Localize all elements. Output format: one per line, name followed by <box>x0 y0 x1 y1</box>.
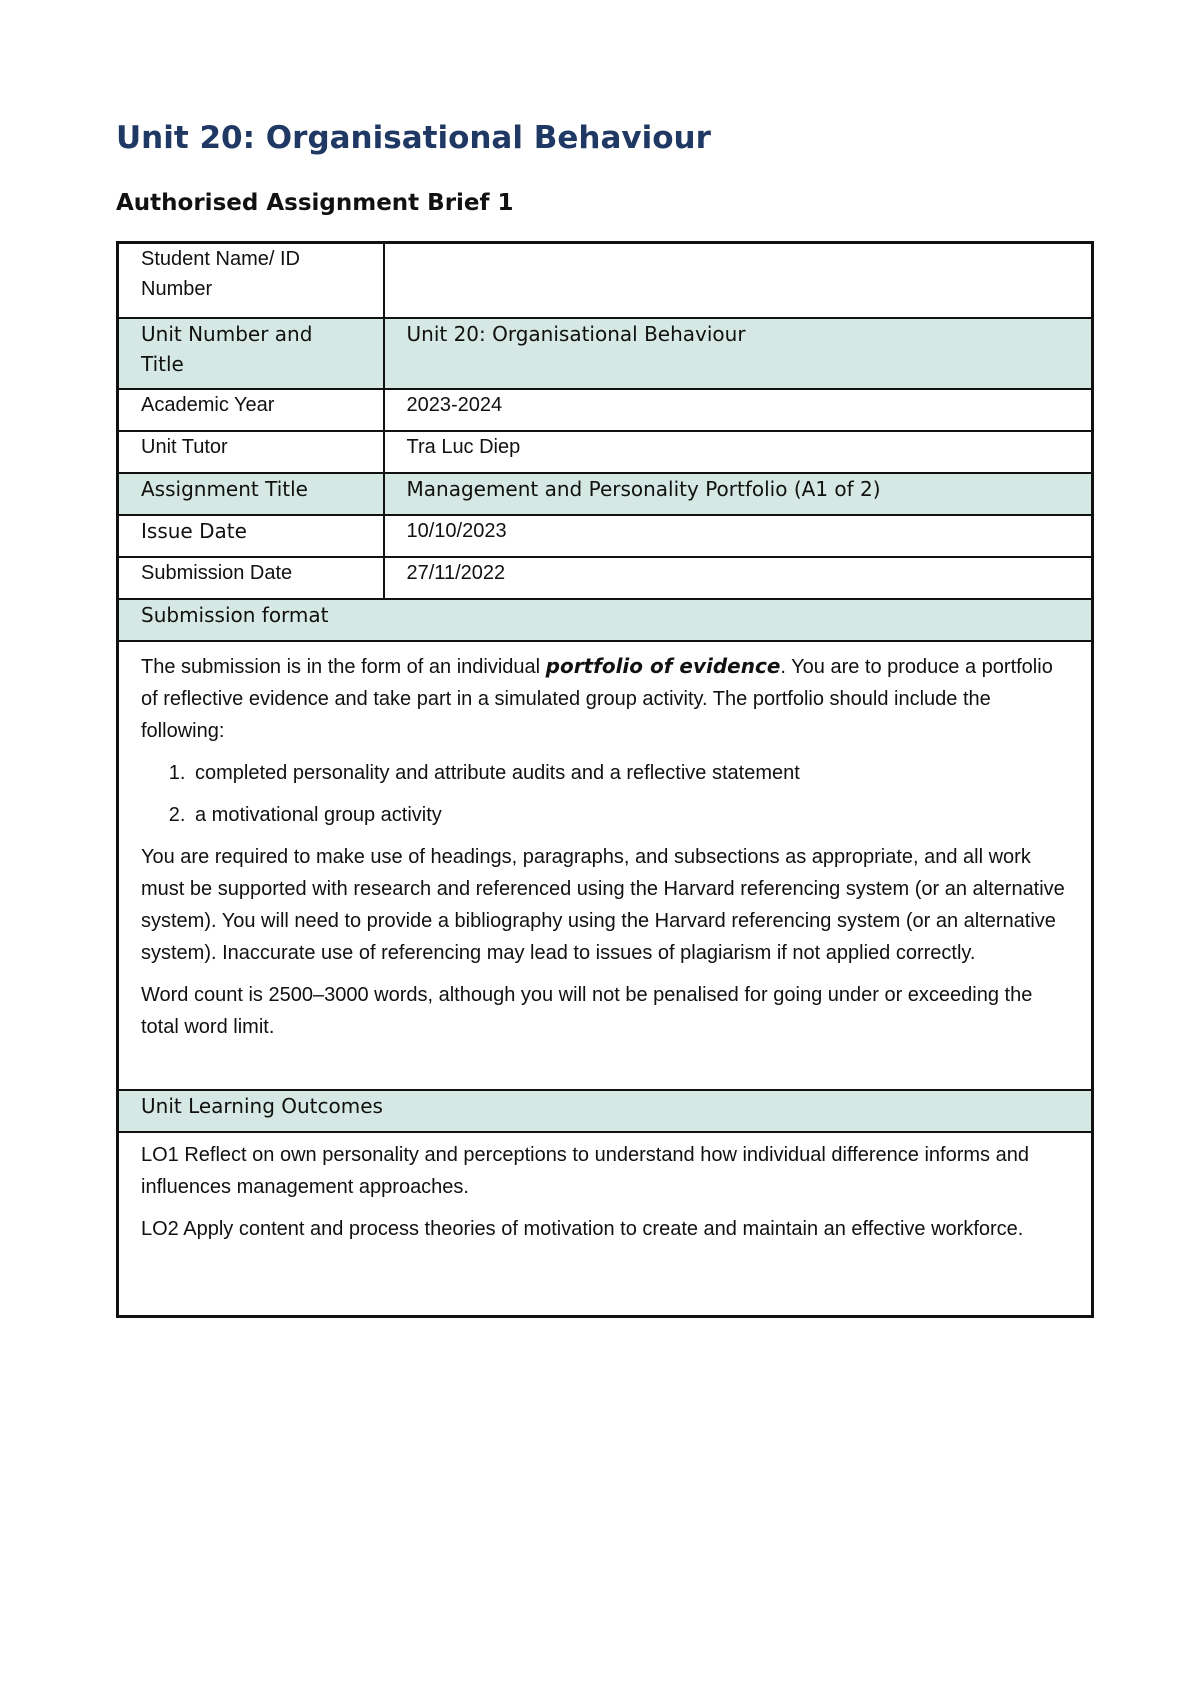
word-count-paragraph: Word count is 2500–3000 words, although you will not be penalised for going under or exceeding the total word limit. <box>141 984 1033 1038</box>
unit-tutor-value: Tra Luc Diep <box>384 431 1093 473</box>
assignment-title-label: Assignment Title <box>118 473 384 515</box>
document-title: Unit 20: Organisational Behaviour <box>116 120 711 156</box>
table-row-learning-outcomes-body <box>118 1132 1093 1317</box>
submission-format-body <box>118 641 1093 1090</box>
academic-year-value: 2023-2024 <box>384 389 1093 431</box>
intro-emphasis: portfolio of evidence <box>545 654 781 678</box>
submission-format-paragraph: You are required to make use of headings, paragraphs, and subsections as appropriate, and all work must be supported with research and referenced using the Harvard referencing system (or an alternative system). You will need to provide a bibliography using the Harvard referencing system (or an alternative system). Inaccurate use of referencing may lead to issues of plagiarism if not applied correctly. <box>141 846 1065 964</box>
submission-format-heading: Submission format <box>118 599 1093 641</box>
learning-outcomes-body <box>118 1132 1093 1317</box>
list-item: 1. completed personality and attribute audits and a reflective statement <box>191 757 1069 789</box>
learning-outcome-item: LO2 Apply content and process theories of motivation to create and maintain an effective workforce. <box>141 1218 1024 1240</box>
submission-date-label: Submission Date <box>118 557 384 599</box>
assignment-title-value: Management and Personality Portfolio (A1 of 2) <box>384 473 1093 515</box>
table-row-learning-outcomes-heading <box>118 1090 1093 1132</box>
table-row-assignment-title <box>118 473 1093 515</box>
table-row-unit <box>118 318 1093 389</box>
list-item: 2. a motivational group activity <box>191 799 1069 831</box>
unit-label: Unit Number and Title <box>118 318 384 389</box>
document-subtitle: Authorised Assignment Brief 1 <box>116 190 514 216</box>
submission-date-value: 27/11/2022 <box>384 557 1093 599</box>
submission-format-list <box>141 757 1069 831</box>
academic-year-label: Academic Year <box>118 389 384 431</box>
student-name-value <box>384 243 1093 319</box>
issue-date-label: Issue Date <box>118 515 384 557</box>
unit-tutor-label: Unit Tutor <box>118 431 384 473</box>
table-row-unit-tutor <box>118 431 1093 473</box>
issue-date-value: 10/10/2023 <box>384 515 1093 557</box>
table-row-student-name <box>118 243 1093 319</box>
table-row-submission-date <box>118 557 1093 599</box>
table-row-issue-date <box>118 515 1093 557</box>
table-row-submission-format-body <box>118 641 1093 1090</box>
table-row-submission-format-heading <box>118 599 1093 641</box>
assignment-brief-table <box>116 241 1094 1318</box>
unit-value: Unit 20: Organisational Behaviour <box>384 318 1093 389</box>
learning-outcome-item: LO1 Reflect on own personality and perceptions to understand how individual difference informs and influences management approaches. <box>141 1144 1029 1198</box>
table-row-academic-year <box>118 389 1093 431</box>
learning-outcomes-heading: Unit Learning Outcomes <box>118 1090 1093 1132</box>
intro-text-continued: . You are to produce a portfolio of reflective evidence and take part in a simulated group activity. The portfolio should include the following: <box>141 656 1053 742</box>
intro-text: The submission is in the form of an individual <box>141 656 546 678</box>
submission-format-intro <box>141 650 1069 747</box>
student-name-label: Student Name/ ID Number <box>118 243 384 319</box>
